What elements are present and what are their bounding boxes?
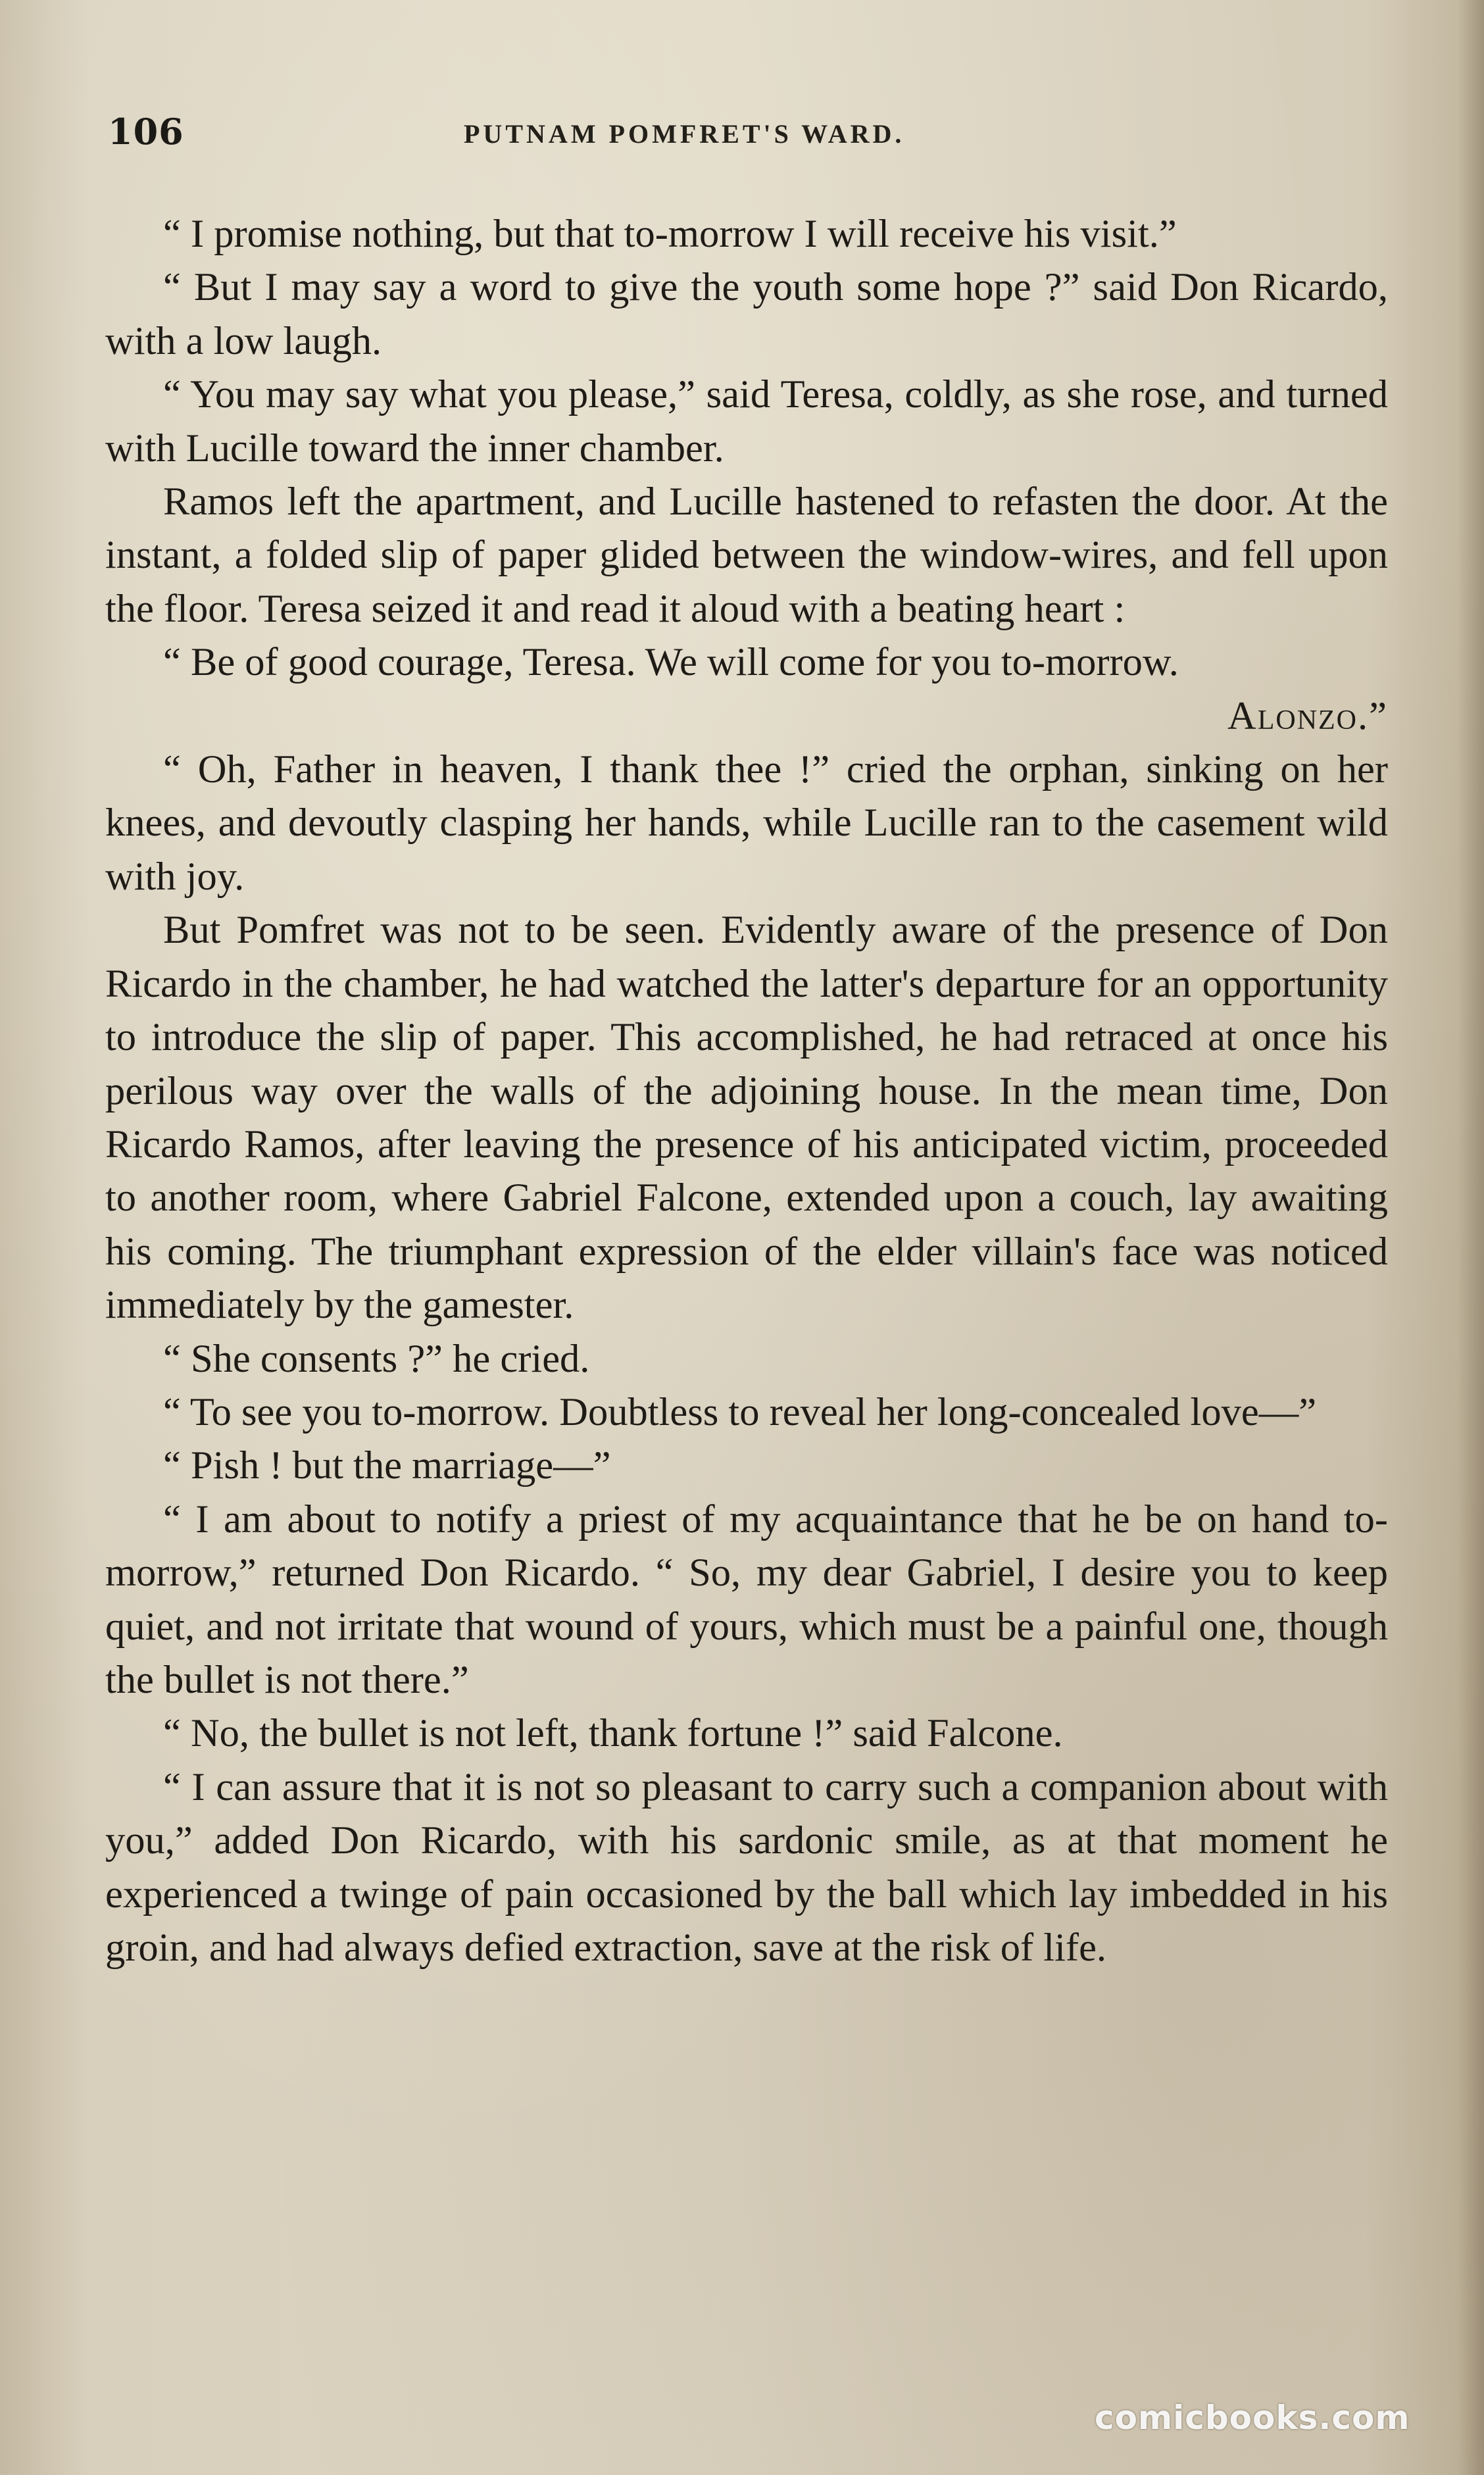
page-header — [105, 111, 1395, 163]
paragraph: “ I can assure that it is not so pleasant to carry such a companion about with you,” added Don Ricardo, with his sardonic smile, as at that moment he experienced a twinge of pain occasioned by the ball which lay imbedded in his groin, and had always defied extraction, save at the risk of life. — [105, 1764, 1388, 1970]
paragraph: “ No, the bullet is not left, thank fortune !” said Falcone. — [163, 1711, 1063, 1756]
body-text — [105, 207, 1388, 1974]
watermark: comicbooks.com — [1095, 2399, 1410, 2437]
paragraph: “ But I may say a word to give the youth some hope ?” said Don Ricardo, with a low laugh. — [105, 265, 1388, 363]
paragraph: “ You may say what you please,” said Teresa, coldly, as she rose, and turned with Lucille toward the inner chamber. — [105, 372, 1388, 470]
page-edge-shadow — [1458, 0, 1484, 2475]
paragraph: “ To see you to-morrow. Doubtless to reveal her long-concealed love—” — [163, 1389, 1317, 1434]
note-paragraph — [105, 636, 1388, 738]
paragraph: Ramos left the apartment, and Lucille hastened to refasten the door. At the instant, a folded slip of paper glided between the window-wires, and fell upon the floor. Teresa seized it and read it aloud with a beating heart : — [105, 480, 1388, 631]
paragraph: “ I promise nothing, but that to-morrow I will receive his visit.” — [163, 212, 1177, 256]
paragraph: “ I am about to notify a priest of my acquaintance that he be on hand to-morrow,” returned Don Ricardo. “ So, my dear Gabriel, I desire you to keep quiet, and not irritate that wound of yours, which must be a painful one, though the bullet is not there.” — [105, 1497, 1388, 1702]
note-signature: Alonzo.” — [1227, 693, 1388, 738]
page-number: 106 — [108, 111, 184, 153]
paragraph: “ She consents ?” he cried. — [163, 1336, 590, 1381]
paragraph: But Pomfret was not to be seen. Evidently aware of the presence of Don Ricardo in the chamber, he had watched the latter's departure for an opportunity to introduce the slip of paper. This accomplished, he had retraced at once his perilous way over the walls of the adjoining house. In the mean time, Don Ricardo Ramos, after leaving the presence of his anticipated victim, proceeded to another room, where Gabriel Falcone, extended upon a couch, lay awaiting his coming. The triumphant expression of the elder villain's face was noticed immediately by the gamester. — [105, 908, 1388, 1328]
paragraph: “ Pish ! but the marriage—” — [163, 1443, 611, 1488]
paragraph: “ Oh, Father in heaven, I thank thee !” cried the orphan, sinking on her knees, and devoutly clasping her hands, while Lucille ran to the casement wild with joy. — [105, 747, 1388, 899]
note-text: “ Be of good courage, Teresa. We will come for you to-morrow. — [163, 640, 1179, 685]
running-title: PUTNAM POMFRET'S WARD. — [464, 119, 905, 149]
